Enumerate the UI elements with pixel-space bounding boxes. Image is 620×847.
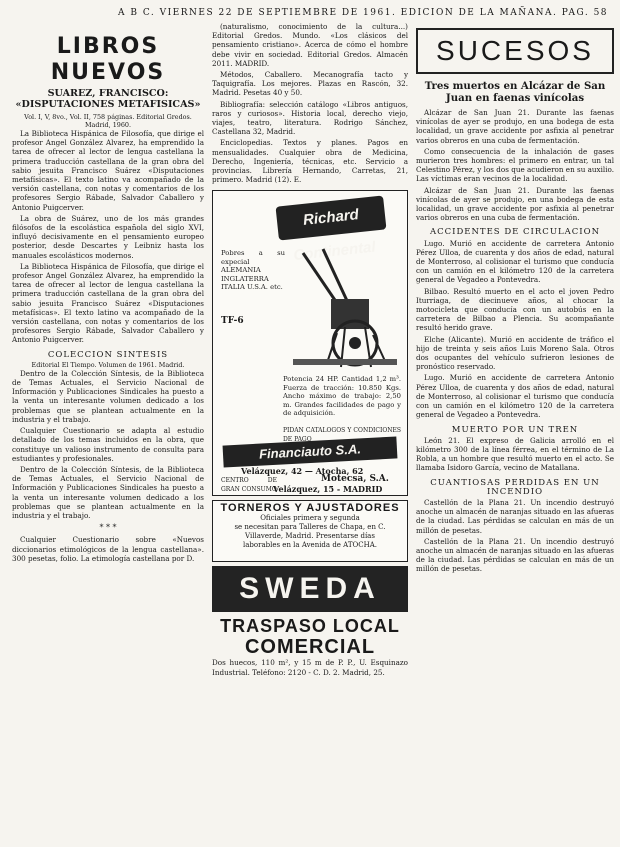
traspaso-subheadline: COMERCIAL (244, 636, 376, 659)
tiller-illustration (293, 247, 397, 371)
dealer2-logo: Motecsa, S.A. (321, 474, 389, 485)
section-title-muerto: MUERTO POR UN TREN (451, 424, 579, 435)
torneros-title: TORNEROS Y AJUSTADORES (220, 502, 400, 515)
lead-headline: Tres muertos en Alcázar de San Juan en faenas vinícolas (424, 80, 606, 104)
section-title-libros: LIBROS NUEVOS (50, 34, 166, 85)
torneros-line: se necesitan para Talleres de Chapa, en C. Villaverde, Madrid. Presentarse días (234, 522, 386, 541)
torneros-line: Oficiales primera y segunda (260, 513, 360, 522)
article-paragraph: Cualquier Cuestionario se adapta al estudio detallado de los temas incluidos en la obra, que constituye un valioso instrumento de consulta para estudiantes y profesionales. (12, 426, 204, 463)
section-title-sucesos: SUCESOS (416, 28, 614, 74)
article-paragraph: León 21. El expreso de Galicia arrolló en el kilómetro 300 de la línea férrea, en el término de La Robla, a un hombre que resultó muerto en el acto. Se llamaba Isidoro García, vecino de Matallana. (416, 435, 614, 473)
ad-model: TF-6 (221, 316, 244, 327)
classified-ad: Métodos, Caballero. Mecanografía tacto y Taquigrafía. Los mejores. Plazas en Rascón, 32. Madrid. Pesetas 40 y 50. (212, 70, 408, 98)
ad-specs: Potencia 24 HP. Cantidad 1,2 m³. Fuerza de tracción: 10.850 Kgs. Ancho máximo de trabajo: 2,50 m. Grandes facilidades de pago y de adquisición. (283, 375, 401, 418)
section-title-accidentes: ACCIDENTES DE CIRCULACION (429, 227, 601, 238)
dealer-address: Velázquez, 42 — Atocha, 62 (241, 466, 364, 477)
section-title-perdidas: CUANTIOSAS PERDIDAS EN UN INCENDIO (430, 477, 600, 497)
article-paragraph: Cualquier Cuestionario sobre «Nuevos diccionarios etimológicos de la lengua castellana». 300 pesetas, folio. La etimología castellana por D. (12, 535, 204, 563)
running-head: A B C. VIERNES 22 DE SEPTIEMBRE DE 1961. EDICION DE LA MAÑANA. PAG. 58 (118, 8, 609, 18)
article-paragraph: Lugo. Murió en accidente de carretera Antonio Pérez Ulloa, de cuarenta y dos años de edad, natural de Monterroso, al colisionar el turismo que conducía con un camión en el kilómetro 120 de la carretera general de Vegadeo a Pontevedra. (416, 238, 614, 285)
distributor-label: CENTRO DE GRAN CONSUMO (221, 477, 277, 493)
torneros-advertisement (212, 500, 408, 562)
traspaso-headline: TRASPASO LOCAL (220, 616, 400, 637)
article-paragraph: Castellón de la Plana 21. Un incendio destruyó anoche un almacén de naranjas situado en las afueras de la ciudad. Las pérdidas se calculan en más de un millón de pesetas. (416, 497, 614, 535)
article-paragraph: Castellón de la Plana 21. Un incendio destruyó anoche un almacén de naranjas situado en las afueras de la ciudad. Las pérdidas se calculan en más de un millón de pesetas. (416, 536, 614, 574)
section-title-coleccion: COLECCION SINTESIS (47, 349, 169, 360)
article-paragraph: Como consecuencia de la inhalación de gases murieron tres hombres: el primero en entrar, un tal Celestino Pérez, y los dos que acudieron en su auxilio. Las víctimas eran vecinos de la localidad. (416, 146, 614, 184)
brand-logo: Richard Continental (276, 196, 387, 241)
dealer2-address: Velázquez, 15 - MADRID (273, 484, 383, 495)
dealer-logo: Financiauto S.A. (223, 437, 398, 468)
article-paragraph: Alcázar de San Juan 21. Durante las faenas vinícolas de ayer se produjo, en una bodega de esta localidad, un grave accidente por asfixia al penetrar varios obreros en una cuba de fermentación. (416, 108, 614, 145)
article-paragraph: Bilbao. Resultó muerto en el acto el joven Pedro Iturriaga, de diecinueve años, al chocar la motocicleta que conducía con un autobús en la carretera de Bilbao a Plencia. Su acompañante resultó herido grave. (416, 286, 614, 333)
tractor-advertisement (212, 190, 408, 496)
article-paragraph: Elche (Alicante). Murió en accidente de tráfico el hijo de treinta y seis años Luis Moreno Sala. Otros dos ocupantes del vehículo sufrieron lesiones de pronóstico reservado. (416, 334, 614, 372)
article-paragraph: La obra de Suárez, uno de los más grandes filósofos de la escolástica española del siglo XVI, influyó decisivamente en el pensamiento europeo posterior, desde Descartes y Leibniz hasta los manuales escolásticos modernos. (12, 213, 204, 260)
article-paragraph: La Biblioteca Hispánica de Filosofía, que dirige el profesor Angel González Alvarez, ha emprendido la tarea de ofrecer al lector de lengua castellana la primera traducción castellana de la gran obra del sabio jesuita Francisco Suárez «Disputaciones metafísicas». El texto latino va acompañado de la versión castellana, con notas y comentarios de los profesores Sergio Rábade, Salvador Caballero y Antonio Puigcerver. (12, 129, 204, 212)
column-sucesos (416, 22, 614, 576)
torneros-line: laborables en la Avenida de ATOCHA. (243, 541, 377, 550)
article-paragraph: Dentro de la Colección Síntesis, de la Biblioteca de Temas Actuales, el Servicio Nacional de Información y Publicaciones Sindicales ha puesto a la venta un interesante volumen dedicado a los problemas que se plantean actualmente en la industria y el trabajo. (12, 368, 204, 424)
article-paragraph: La Biblioteca Hispánica de Filosofía, que dirige el profesor Angel González Alvarez, ha emprendido la tarea de ofrecer al lector de lengua castellana la primera traducción castellana de la gran obra del sabio jesuita Francisco Suárez «Disputaciones metafísicas». El texto latino va acompañado de la versión castellana, con notas y comentarios de los profesores Sergio Rábade, Salvador Caballero y Antonio Puigcerver. (12, 261, 204, 345)
book-meta: Vol. I, V, 8vo., Vol. II, 758 páginas. Editorial Gredos. Madrid, 1960. (24, 113, 192, 129)
ad-intro: Pobres a su expecial ALEMANIA INGLATERRA ITALIA U.S.A. etc. (221, 249, 285, 292)
column-classifieds (212, 22, 408, 679)
coleccion-meta: Editorial El Tiempo. Volumen de 1961. Madrid. (31, 360, 185, 369)
article-paragraph: Alcázar de San Juan 21. Durante las faenas vinícolas de ayer se produjo, en una bodega de esta localidad, un grave accidente por asfixia al penetrar varios obreros en una cuba de fermentación. (416, 185, 614, 223)
book-headline: SUAREZ, FRANCISCO: «DISPUTACIONES METAFISICAS» (15, 88, 201, 110)
ad-contact: PIDAN CATALOGOS Y CONDICIONES DE PAGO (283, 427, 401, 443)
classified-ad: Enciclopedias. Textos y planes. Pagos en mensualidades. Cualquier obra de Medicina, Derecho, Ingeniería, técnicas, etc. Servicio a provincias. Librería Hernando, Carretas, 21, primero. Madrid (12). E. (212, 138, 408, 185)
classified-ad: (naturalismo, conocimiento de la cultura...) Editorial Gredos. Mundo. «Los clásicos del pensamiento cristiano». Acerca de cómo el hombre debe vivir en sociedad. Editorial Gredos. Almacén 2011. MADRID. (212, 22, 408, 68)
classified-ad: Bibliografía: selección catálogo «Libros antiguos, raros y curiosos». Historia local, derecho viejo, viajes, teatro, literatura. Rodrigo Sánchez, Castellana 32, Madrid. (212, 99, 408, 137)
traspaso-details: Dos huecos, 110 m², y 15 m de P. P., U. Esquinazo Industrial. Teléfono: 2120 - C. D. 2. Madrid, 25. (212, 658, 408, 677)
article-paragraph: Lugo. Murió en accidente de carretera Antonio Pérez Ulloa, de cuarenta y dos años de edad, natural de Monterroso, al colisionar el turismo que conducía con un camión en el kilómetro 120 de la carretera general de Vegadeo a Pontevedra. (416, 373, 614, 420)
column-books (12, 22, 204, 565)
article-paragraph: Dentro de la Colección Síntesis, de la Biblioteca de Temas Actuales, el Servicio Nacional de Información y Publicaciones Sindicales ha puesto a la venta un interesante volumen dedicado a los problemas que se plantean actualmente en la industria y el trabajo. (12, 464, 204, 520)
sweda-advertisement: SWEDA (212, 566, 408, 612)
separator-stars: * * * (99, 523, 117, 533)
